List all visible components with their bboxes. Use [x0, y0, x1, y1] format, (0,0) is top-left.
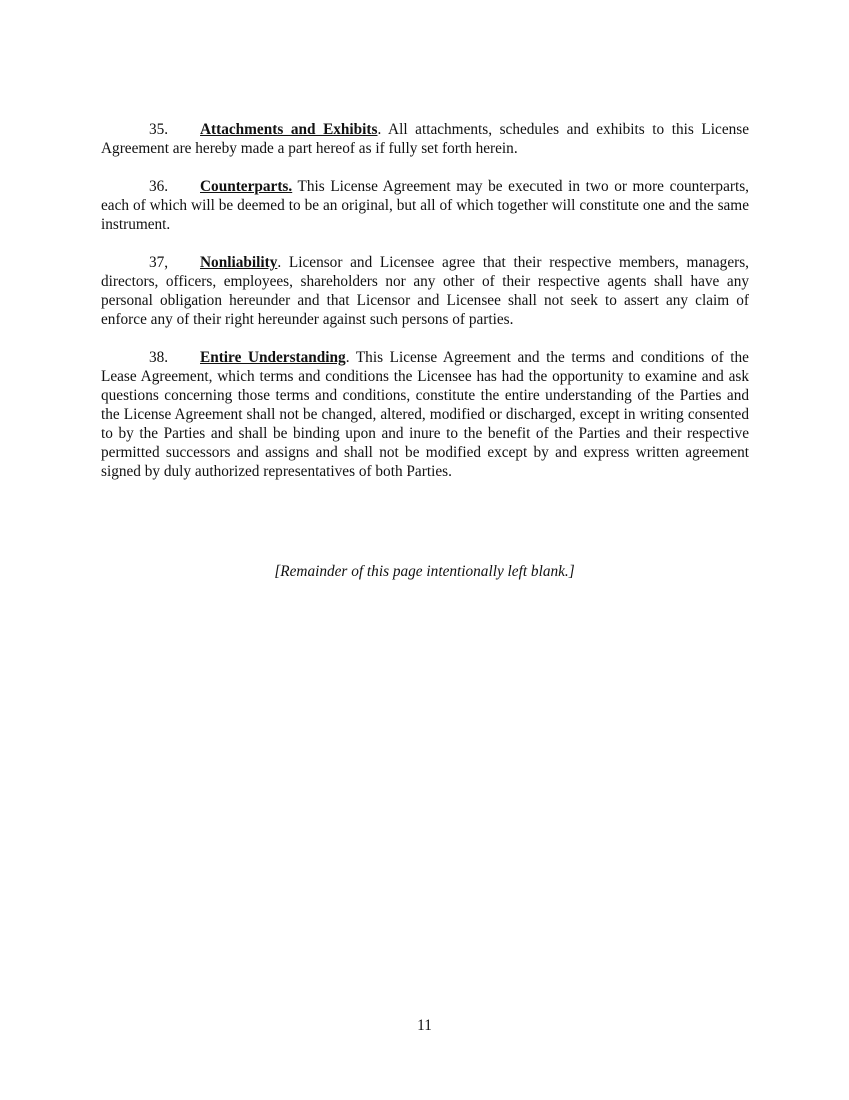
intentionally-blank-note: [Remainder of this page intentionally left blank.] — [274, 563, 575, 580]
clause-number: 35. — [149, 121, 169, 138]
clause-heading: Entire Understanding — [200, 349, 346, 366]
clause-text: This License Agreement and the terms and conditions of the Lease Agreement, which terms and conditions the Licensee has had the opportunity to examine and ask questions concerning those terms and conditions, constitute the entire understanding of the Parties and the License Agreement shall not be changed, altered, modified or discharged, except in writing consented to by the Parties and shall be binding upon and inure to the benefit of the Parties and their respective permitted successors and assigns and shall not be modified except by and express written agreement signed by duly authorized representatives of both Parties. — [101, 349, 749, 480]
clause-heading: Attachments and Exhibits — [200, 121, 378, 138]
clause-heading: Nonliability — [200, 254, 278, 271]
clause-text: Licensor and Licensee agree that their respective members, managers, directors, officers, employees, shareholders nor any other of their respective agents shall have any personal obligation hereunder and that Licensor and Licensee shall not seek to assert any claim of enforce any of their right hereunder against such persons of parties. — [101, 254, 749, 328]
clause-38 — [101, 348, 749, 481]
clause-number: 36. — [149, 178, 169, 195]
clause-number: 38. — [149, 349, 169, 366]
clause-text: This License Agreement may be executed in two or more counterparts, each of which will be deemed to be an original, but all of which together will constitute one and the same instrument. — [101, 178, 749, 233]
clause-36 — [101, 177, 749, 234]
clause-heading: Counterparts. — [200, 178, 293, 195]
clause-heading-punctuation: . — [277, 254, 282, 271]
page-number: 11 — [417, 1017, 432, 1034]
document-body — [101, 120, 749, 500]
clause-text: All attachments, schedules and exhibits to this License Agreement are hereby made a part hereof as if fully set forth herein. — [101, 121, 749, 157]
clause-number: 37, — [149, 254, 169, 271]
clause-35 — [101, 120, 749, 158]
clause-37 — [101, 253, 749, 329]
clause-heading-punctuation: . — [377, 121, 382, 138]
clause-heading-punctuation: . — [345, 349, 350, 366]
